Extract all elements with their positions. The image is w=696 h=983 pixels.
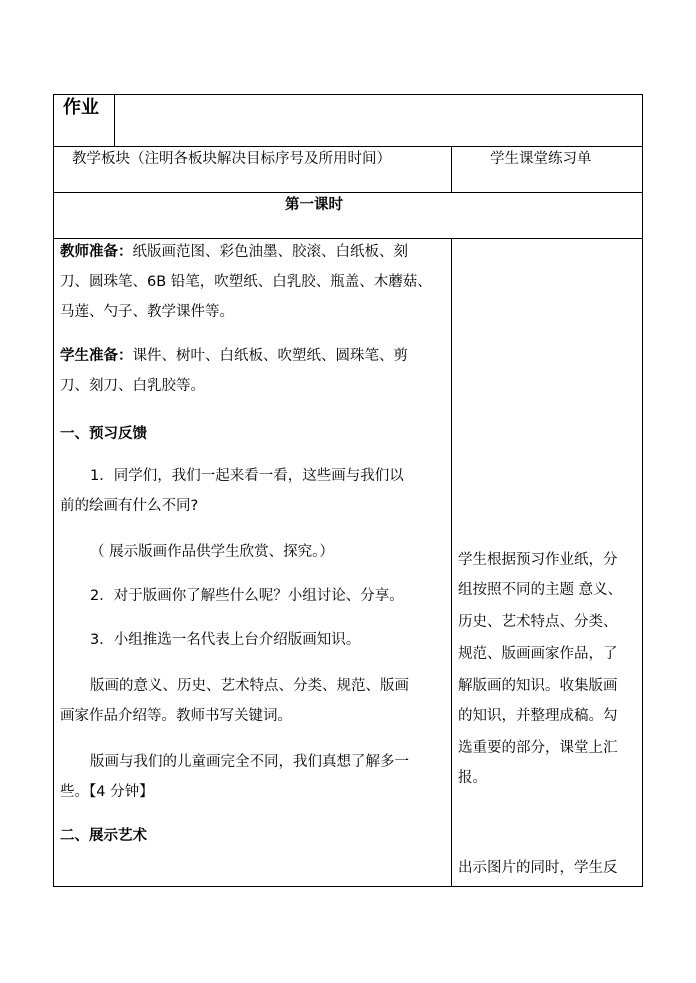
section-2-title: 二、展示艺术 [60, 828, 147, 844]
table-left-border [53, 94, 54, 887]
row-divider-1 [53, 146, 643, 147]
body-column-divider [451, 238, 452, 886]
teacher-prep-line-1 [60, 242, 408, 262]
header-column-divider [451, 146, 452, 192]
para-6-line-1: 版画与我们的儿童画完全不同，我们真想了解多一 [90, 754, 409, 770]
column-header-exercise: 学生课堂练习单 [490, 151, 592, 167]
para-3: 2．对于版画你了解些什么呢？小组讨论、分享。 [90, 588, 404, 604]
student-prep-label: 学生准备： [60, 348, 133, 364]
para-1-line-2: 前的绘画有什么不同? [60, 498, 199, 514]
student-prep-text: 课件、树叶、白纸板、吹塑纸、圆珠笔、剪 [132, 348, 408, 364]
session-title: 第一课时 [285, 197, 343, 213]
teacher-prep-label: 教师准备： [60, 244, 133, 260]
para-6-line-2: 些。【4 分钟】 [60, 784, 154, 800]
exercise-line-7: 选重要的部分，课堂上汇 [458, 740, 618, 756]
student-prep-line-2: 刀、刻刀、白乳胶等。 [60, 378, 205, 394]
table-top-border [53, 94, 643, 95]
para-2: （ 展示版画作品供学生欣赏、探究。） [90, 544, 334, 560]
exercise-line-8: 报。 [458, 770, 487, 786]
exercise-line-3: 历史、艺术特点、分类、 [458, 614, 618, 630]
exercise-line-4: 规范、版画画家作品，了 [458, 646, 618, 662]
row-divider-2 [53, 192, 643, 193]
para-4: 3．小组推选一名代表上台介绍版画知识。 [90, 632, 361, 648]
column-header-teaching: 教学板块（注明各板块解决目标序号及所用时间） [72, 151, 391, 167]
row-divider-3 [53, 238, 643, 239]
para-1-line-1: 1．同学们，我们一起来看一看，这些画与我们以 [90, 468, 404, 484]
exercise-line-5: 解版画的知识。收集版画 [458, 678, 618, 694]
exercise-line-9: 出示图片的同时，学生反 [458, 860, 618, 876]
section-1-title: 一、预习反馈 [60, 426, 147, 442]
para-5-line-1: 版画的意义、历史、艺术特点、分类、规范、版画 [90, 678, 409, 694]
para-5-line-2: 画家作品介绍等。教师书写关键词。 [60, 708, 292, 724]
exercise-line-2: 组按照不同的主题 意义、 [458, 582, 623, 598]
teacher-prep-line-2: 刀、圆珠笔、6B 铅笔，吹塑纸、白乳胶、瓶盖、木蘑菇、 [60, 274, 432, 290]
student-prep-line-1 [60, 346, 408, 366]
teacher-prep-line-3: 马莲、勺子、教学课件等。 [60, 304, 234, 320]
table-bottom-border [53, 886, 643, 887]
exercise-line-6: 的知识，并整理成稿。勾 [458, 708, 618, 724]
table-right-border [642, 94, 643, 887]
zuoye-label: 作业 [63, 97, 99, 118]
zuoye-cell-divider [114, 94, 115, 146]
teacher-prep-text: 纸版画范图、彩色油墨、胶滚、白纸板、刻 [132, 244, 408, 260]
exercise-line-1: 学生根据预习作业纸，分 [458, 552, 618, 568]
